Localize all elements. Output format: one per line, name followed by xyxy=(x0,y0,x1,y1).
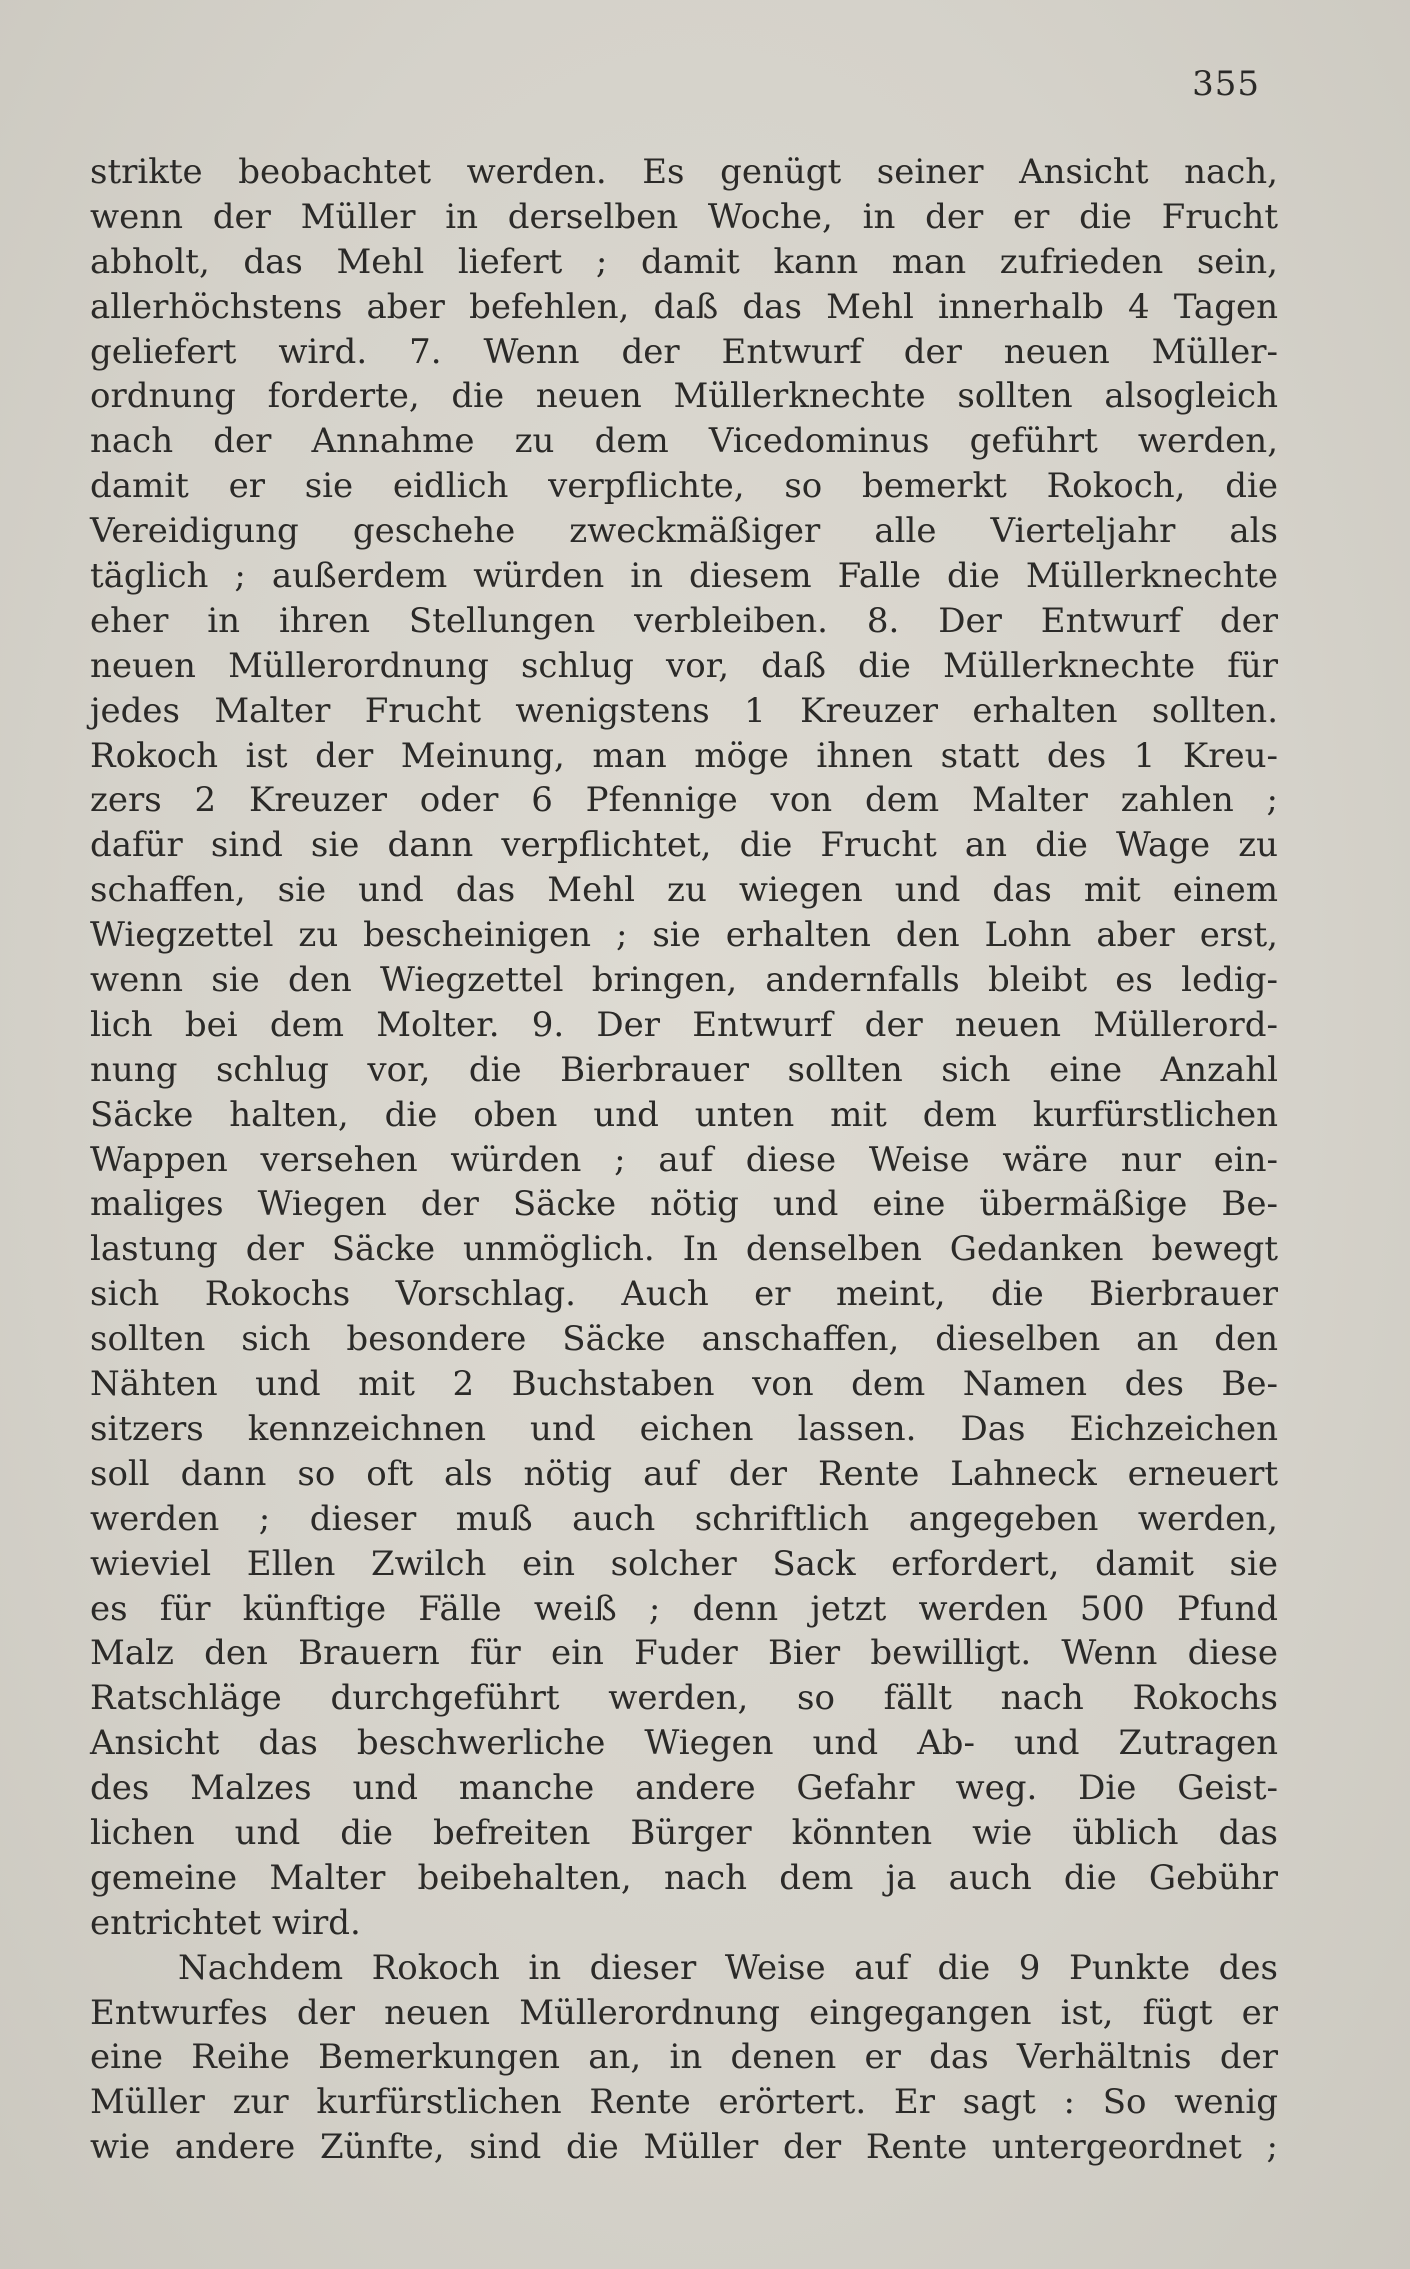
text-line: Vereidigung geschehe zweckmäßiger alle Vierteljahr als xyxy=(90,511,1278,552)
text-line: Entwurfes der neuen Müllerordnung eingegangen ist, fügt er xyxy=(90,1992,1278,2033)
text-line: Ratschläge durchgeführt werden, so fällt nach Rokochs xyxy=(90,1678,1278,1719)
text-line: nach der Annahme zu dem Vicedominus geführt werden, xyxy=(90,421,1278,462)
text-line: allerhöchstens aber befehlen, daß das Mehl innerhalb 4 Tagen xyxy=(90,286,1278,327)
text-line: wenn sie den Wiegzettel bringen, andernfalls bleibt es ledig- xyxy=(90,960,1278,1001)
text-line: lich bei dem Molter. 9. Der Entwurf der neuen Müllerord- xyxy=(90,1004,1278,1045)
text-line: abholt, das Mehl liefert ; damit kann man zufrieden sein, xyxy=(90,241,1278,282)
text-line: eher in ihren Stellungen verbleiben. 8. Der Entwurf der xyxy=(90,600,1278,641)
text-line: täglich ; außerdem würden in diesem Falle die Müllerknechte xyxy=(90,556,1278,597)
text-line: lichen und die befreiten Bürger könnten wie üblich das xyxy=(90,1812,1278,1853)
text-line: eine Reihe Bemerkungen an, in denen er das Verhältnis der xyxy=(90,2037,1278,2078)
text-line: sitzers kennzeichnen und eichen lassen. Das Eichzeichen xyxy=(90,1408,1278,1449)
text-line: werden ; dieser muß auch schriftlich angegeben werden, xyxy=(90,1498,1278,1539)
text-line: Wappen versehen würden ; auf diese Weise wäre nur ein- xyxy=(90,1139,1278,1180)
text-line: Malz den Brauern für ein Fuder Bier bewilligt. Wenn diese xyxy=(90,1633,1278,1674)
text-line: dafür sind sie dann verpflichtet, die Frucht an die Wage zu xyxy=(90,825,1278,866)
text-line: entrichtet wird. xyxy=(90,1902,361,1943)
text-line: es für künftige Fälle weiß ; denn jetzt werden 500 Pfund xyxy=(90,1588,1278,1629)
text-line: Rokoch ist der Meinung, man möge ihnen statt des 1 Kreu- xyxy=(90,735,1278,776)
body-text xyxy=(90,150,1278,2170)
text-line: strikte beobachtet werden. Es genügt seiner Ansicht nach, xyxy=(90,152,1278,192)
page-number: 355 xyxy=(1192,64,1260,104)
text-line: neuen Müllerordnung schlug vor, daß die Müllerknechte für xyxy=(90,645,1278,686)
text-line: wieviel Ellen Zwilch ein solcher Sack erfordert, damit sie xyxy=(90,1543,1278,1584)
text-line: Säcke halten, die oben und unten mit dem kurfürstlichen xyxy=(90,1094,1278,1135)
text-line: Müller zur kurfürstlichen Rente erörtert. Er sagt : So wenig xyxy=(90,2082,1278,2123)
text-line: des Malzes und manche andere Gefahr weg. Die Geist- xyxy=(90,1768,1278,1809)
text-line: nung schlug vor, die Bierbrauer sollten sich eine Anzahl xyxy=(90,1049,1278,1090)
text-line: jedes Malter Frucht wenigstens 1 Kreuzer erhalten sollten. xyxy=(90,690,1278,731)
text-line: sollten sich besondere Säcke anschaffen, dieselben an den xyxy=(90,1319,1278,1360)
text-line: gemeine Malter beibehalten, nach dem ja auch die Gebühr xyxy=(90,1857,1278,1898)
text-line: ordnung forderte, die neuen Müllerknechte sollten alsogleich xyxy=(90,376,1278,417)
text-line: damit er sie eidlich verpflichte, so bemerkt Rokoch, die xyxy=(90,466,1278,507)
text-line: Nähten und mit 2 Buchstaben von dem Namen des Be- xyxy=(90,1364,1278,1405)
text-line: lastung der Säcke unmöglich. In denselben Gedanken bewegt xyxy=(90,1229,1278,1270)
text-line: soll dann so oft als nötig auf der Rente Lahneck erneuert xyxy=(90,1453,1278,1494)
text-line: wie andere Zünfte, sind die Müller der Rente untergeordnet ; xyxy=(90,2127,1278,2168)
text-line: Ansicht das beschwerliche Wiegen und Ab- und Zutragen xyxy=(90,1723,1278,1764)
text-line: wenn der Müller in derselben Woche, in der er die Frucht xyxy=(90,196,1278,237)
text-line: zers 2 Kreuzer oder 6 Pfennige von dem Malter zahlen ; xyxy=(90,780,1278,821)
text-line: geliefert wird. 7. Wenn der Entwurf der neuen Müller- xyxy=(90,331,1278,372)
text-line: schaffen, sie und das Mehl zu wiegen und das mit einem xyxy=(90,870,1278,911)
text-line: maliges Wiegen der Säcke nötig und eine übermäßige Be- xyxy=(90,1184,1278,1225)
text-line: Nachdem Rokoch in dieser Weise auf die 9 Punkte des xyxy=(178,1947,1278,1988)
text-line: Wiegzettel zu bescheinigen ; sie erhalten den Lohn aber erst, xyxy=(90,915,1278,956)
text-line: sich Rokochs Vorschlag. Auch er meint, die Bierbrauer xyxy=(90,1274,1278,1315)
